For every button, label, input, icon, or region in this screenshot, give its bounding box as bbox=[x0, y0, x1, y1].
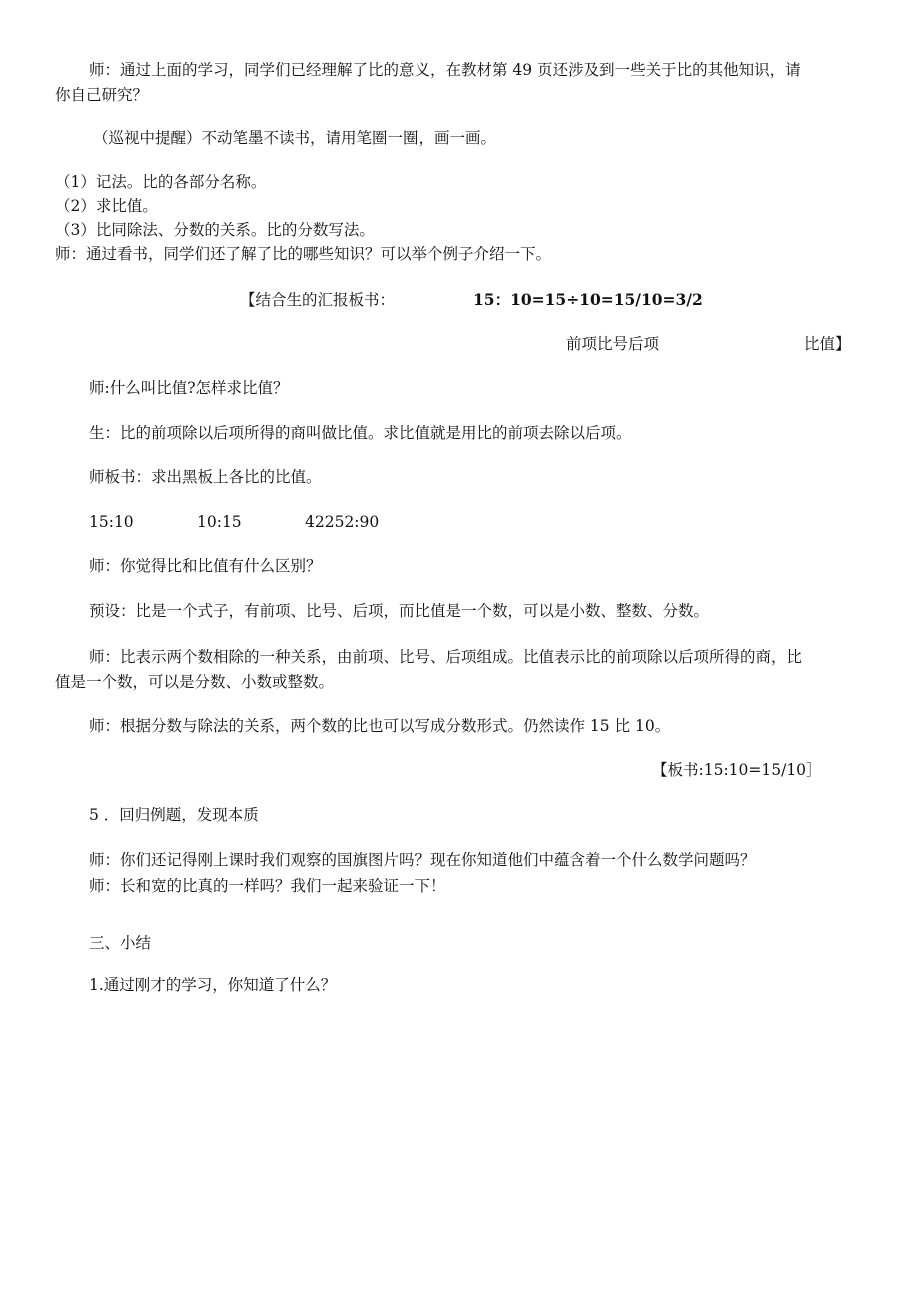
teacher-prompt: 师：通过看书，同学们还了解了比的哪些知识？可以举个例子介绍一下。 bbox=[55, 245, 552, 263]
verify-prompt: 师：长和宽的比真的一样吗？我们一起来验证一下！ bbox=[89, 877, 446, 895]
question-difference: 师：你觉得比和比值有什么区别？ bbox=[89, 557, 322, 575]
explain-line-2: 值是一个数，可以是分数、小数或整数。 bbox=[55, 673, 335, 691]
ratio-item-3: 42252:90 bbox=[305, 513, 380, 531]
reminder-note: （巡视中提醒）不动笔墨不读书，请用笔圈一圈，画一画。 bbox=[93, 129, 497, 147]
fraction-form: 师：根据分数与除法的关系，两个数的比也可以写成分数形式。仍然读作 15 比 10。 bbox=[89, 717, 671, 735]
explain-line-1: 师：比表示两个数相除的一种关系，由前项、比号、后项组成。比值表示比的前项除以后项所得的商，比 bbox=[89, 648, 803, 666]
task-item-1: （1）记法。比的各部分名称。 bbox=[55, 173, 267, 191]
task-item-3: （3）比同除法、分数的关系。比的分数写法。 bbox=[55, 221, 375, 239]
summary-question-1: 1.通过刚才的学习，你知道了什么？ bbox=[89, 976, 337, 994]
summary-title: 三、小结 bbox=[89, 934, 152, 952]
board-fraction: 【板书:15:10=15/10］ bbox=[652, 761, 822, 779]
section-5-title: 5 ．回归例题，发现本质 bbox=[89, 806, 259, 824]
board-label: 【结合生的汇报板书： bbox=[240, 291, 396, 309]
intro-line-2: 你自己研究？ bbox=[55, 86, 149, 104]
board-equation: 15：10=15÷10=15/10=3/2 bbox=[473, 290, 703, 309]
board-ratio-value-label: 比值】 bbox=[804, 335, 851, 353]
question-ratio-value: 师:什么叫比值?怎样求比值？ bbox=[89, 379, 289, 397]
task-item-2: （2）求比值。 bbox=[55, 197, 158, 215]
preset-answer: 预设：比是一个式子，有前项、比号、后项，而比值是一个数，可以是小数、整数、分数。 bbox=[89, 602, 710, 620]
ratio-item-1: 15:10 bbox=[89, 513, 134, 531]
board-task: 师板书：求出黑板上各比的比值。 bbox=[89, 468, 322, 486]
board-parts-label: 前项比号后项 bbox=[566, 335, 660, 353]
student-answer: 生：比的前项除以后项所得的商叫做比值。求比值就是用比的前项去除以后项。 bbox=[89, 424, 632, 442]
flag-question: 师：你们还记得刚上课时我们观察的国旗图片吗？现在你知道他们中蕴含着一个什么数学问题吗？ bbox=[89, 851, 756, 869]
ratio-item-2: 10:15 bbox=[197, 513, 242, 531]
intro-line-1: 师：通过上面的学习，同学们已经理解了比的意义，在教材第 49 页还涉及到一些关于比的其他知识，请 bbox=[89, 61, 801, 79]
